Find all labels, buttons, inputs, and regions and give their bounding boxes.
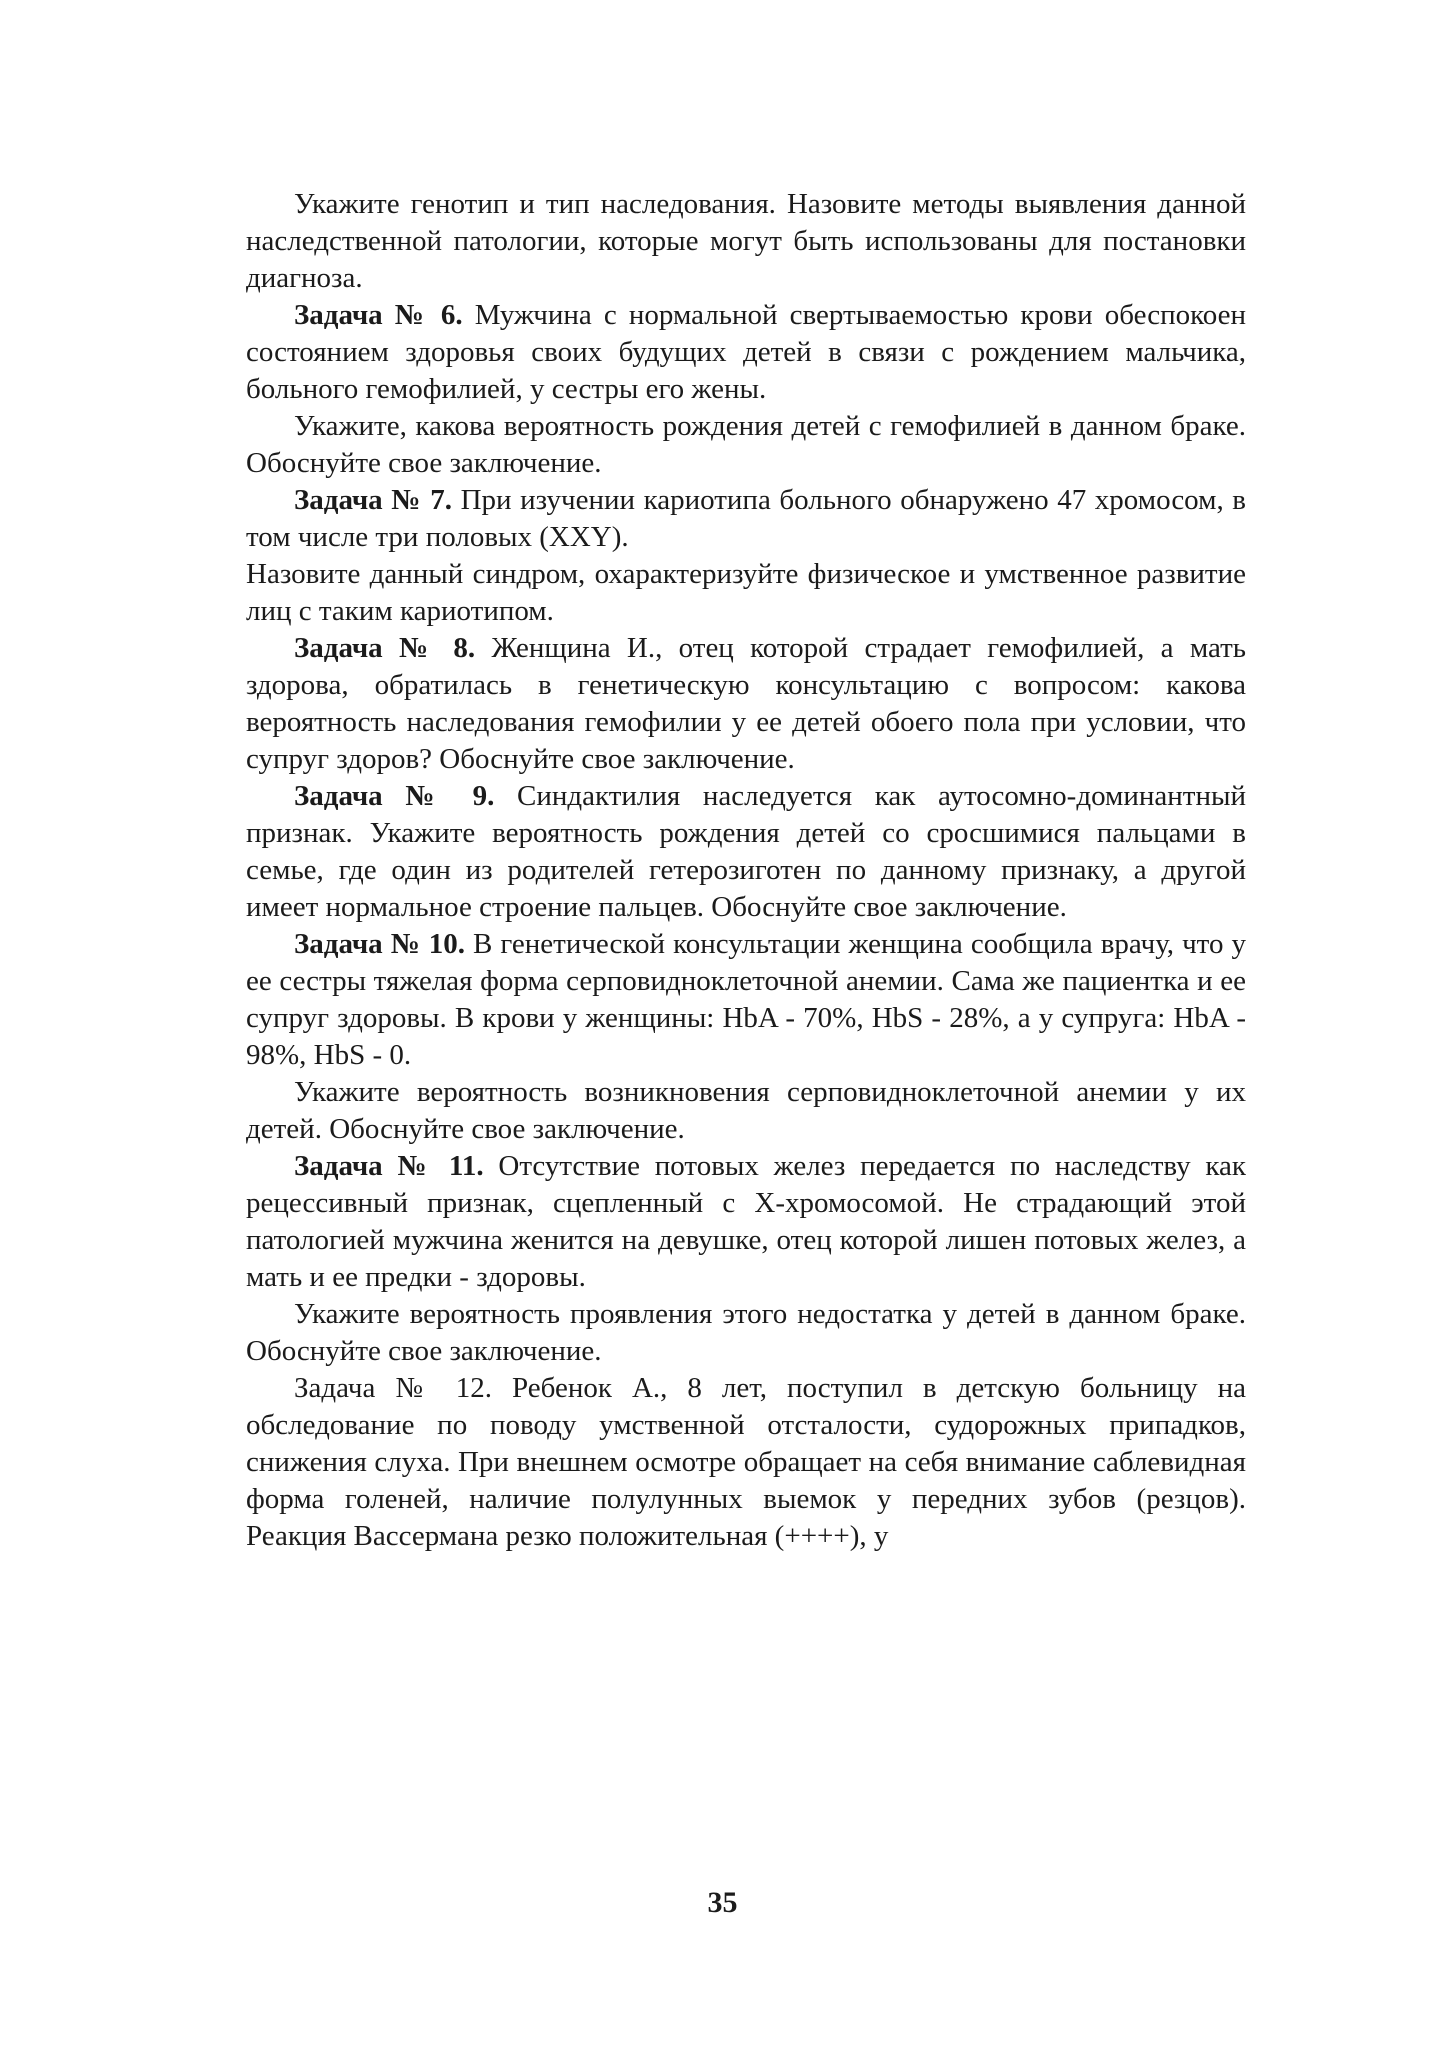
page-body bbox=[246, 186, 1246, 1555]
task-6-question: Укажите, какова вероятность рождения детей с гемофилией в данном браке. Обоснуйте свое заключение. bbox=[246, 410, 1246, 479]
task-12-text: Ребенок А., 8 лет, поступил в детскую больницу на обследование по поводу умственной отсталости, судорожных припадков, снижения слуха. При внешнем осмотре обращает на себя внимание саблевидная форма голеней, наличие полулунных выемок у передних зубов (резцов). Реакция Вассермана резко положительная (++++), у bbox=[246, 1372, 1246, 1552]
task-10-text: В генетической консультации женщина сообщила врачу, что у ее сестры тяжелая форма серповидноклеточной анемии. Сама же пациентка и ее супруг здоровы. В крови у женщины: HbA - 70%, HbS - 28%, а у супруга: HbA - 98%, HbS - 0. bbox=[246, 928, 1247, 1071]
task-8-paragraph bbox=[246, 630, 1246, 778]
task-9-paragraph bbox=[246, 778, 1246, 926]
task-6-label: Задача № 6. bbox=[294, 299, 463, 331]
task-8-text: Женщина И., отец которой страдает гемофилией, а мать здорова, обратилась в генетическую консультацию с вопросом: какова вероятность наследования гемофилии у ее детей обоего пола при условии, что супруг здоров? Обоснуйте свое заключение. bbox=[246, 632, 1246, 775]
task-11-paragraph bbox=[246, 1148, 1246, 1296]
task-10-paragraph bbox=[246, 926, 1246, 1074]
task-7-question: Назовите данный синдром, охарактеризуйте физическое и умственное развитие лиц с таким кариотипом. bbox=[246, 558, 1246, 627]
task-11-question: Укажите вероятность проявления этого недостатка у детей в данном браке. Обоснуйте свое заключение. bbox=[246, 1298, 1246, 1367]
task-12-label: Задача № 12. bbox=[294, 1372, 492, 1404]
task-7-label: Задача № 7. bbox=[294, 484, 453, 516]
task-6-paragraph bbox=[246, 297, 1246, 408]
task-8-label: Задача № 8. bbox=[294, 632, 476, 664]
task-9-text: Синдактилия наследуется как аутосомно-доминантный признак. Укажите вероятность рождения детей со сросшимися пальцами в семье, где один из родителей гетерозиготен по данному признаку, а другой имеет нормальное строение пальцев. Обоснуйте свое заключение. bbox=[246, 780, 1247, 923]
task-11-label: Задача № 11. bbox=[294, 1150, 484, 1182]
task-10-label: Задача № 10. bbox=[294, 928, 465, 960]
task-6-text: Мужчина с нормальной свертываемостью крови обеспокоен состоянием здоровья своих будущих детей в связи с рождением мальчика, больного гемофилией, у сестры его жены. bbox=[246, 299, 1247, 405]
task-11-text: Отсутствие потовых желез передается по наследству как рецессивный признак, сцепленный с X-хромосомой. Не страдающий этой патологией мужчина женится на девушке, отец которой лишен потовых желез, а мать и ее предки - здоровы. bbox=[246, 1150, 1247, 1293]
task-10-question: Укажите вероятность возникновения серповидноклеточной анемии у их детей. Обоснуйте свое заключение. bbox=[246, 1076, 1246, 1145]
page-number: 35 bbox=[707, 1886, 738, 1919]
task-12-paragraph bbox=[246, 1370, 1246, 1555]
intro-paragraph: Укажите генотип и тип наследования. Назовите методы выявления данной наследственной патологии, которые могут быть использованы для постановки диагноза. bbox=[246, 188, 1246, 294]
task-9-label: Задача № 9. bbox=[294, 780, 495, 812]
task-7-text: При изучении кариотипа больного обнаружено 47 хромосом, в том числе три половых (XXY). bbox=[246, 484, 1246, 553]
task-7-paragraph bbox=[246, 482, 1246, 556]
